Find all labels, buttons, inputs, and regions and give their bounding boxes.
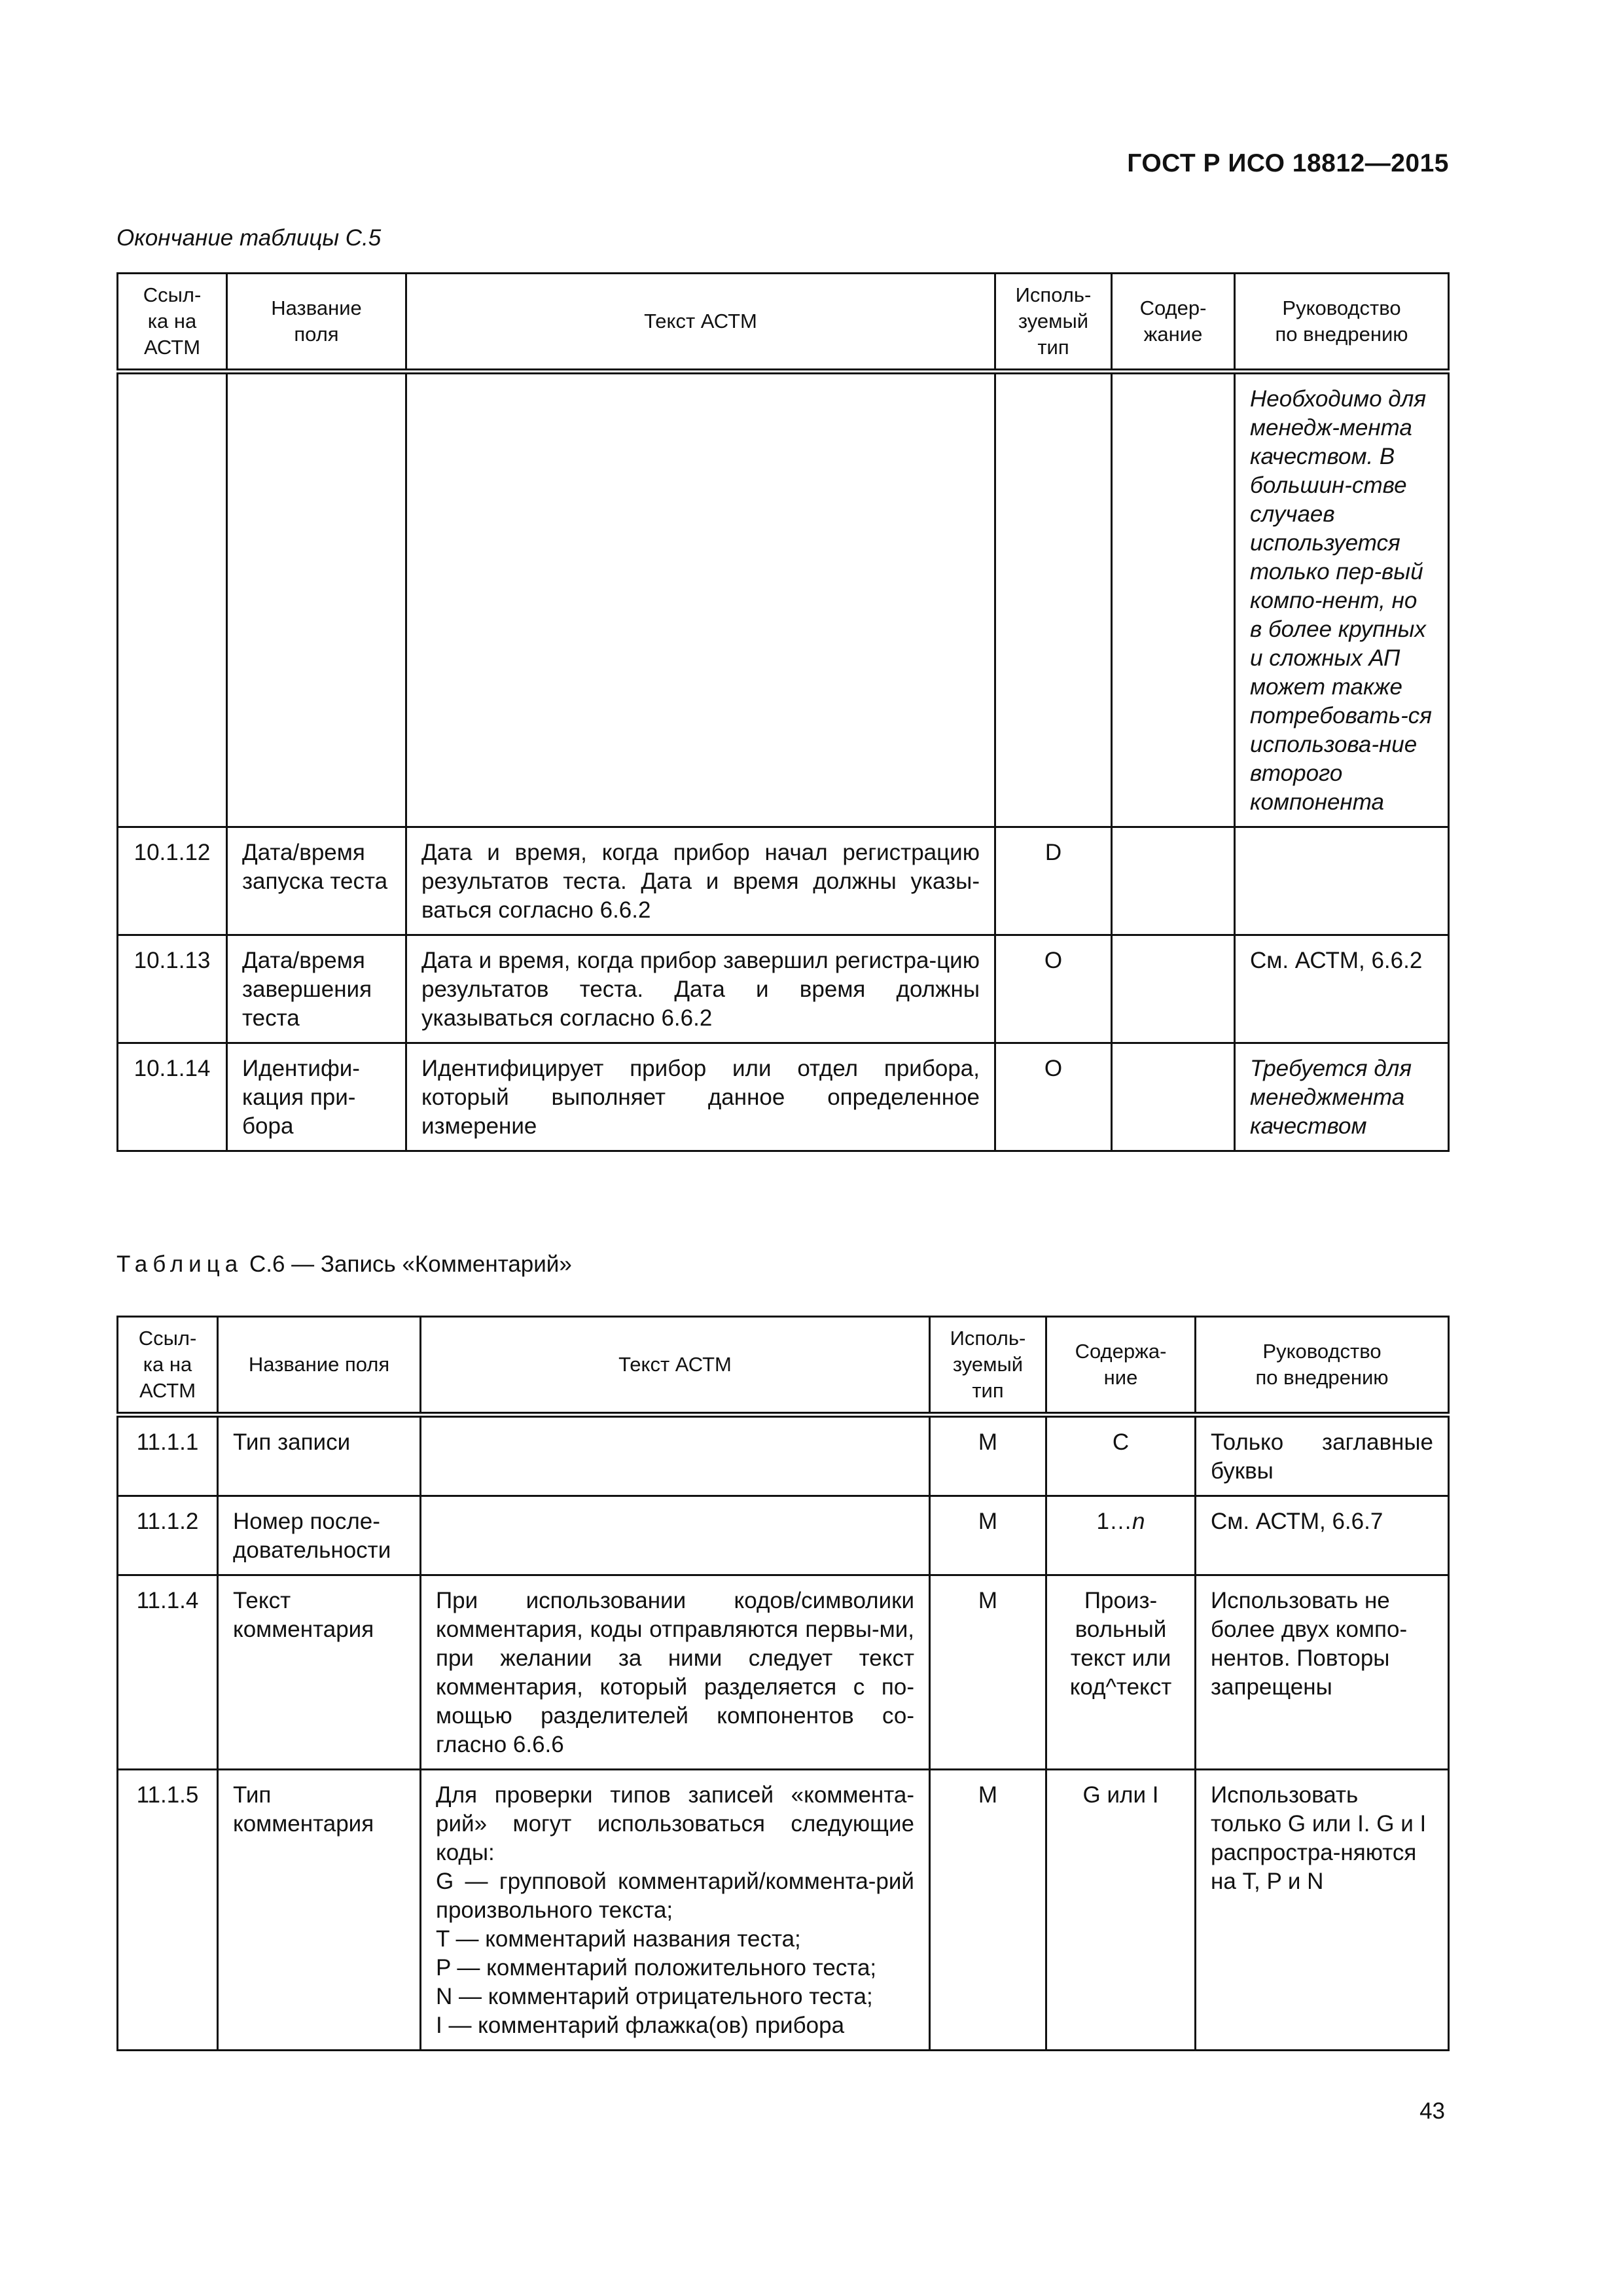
page-number: 43 bbox=[1419, 2098, 1445, 2124]
table-c5 bbox=[116, 272, 1450, 1152]
table-c6 bbox=[116, 1316, 1450, 2051]
table-row bbox=[118, 827, 1449, 935]
cell-name: Дата/время завершения теста bbox=[227, 935, 406, 1043]
table-row bbox=[118, 1415, 1449, 1496]
cell-text bbox=[421, 1415, 930, 1496]
col-header-ref: Ссыл- ка на АСТМ bbox=[118, 1317, 218, 1415]
cell-ref: 11.1.1 bbox=[118, 1415, 218, 1496]
cell-name: Дата/время запуска теста bbox=[227, 827, 406, 935]
cell-guide: См. АСТМ, 6.6.2 bbox=[1235, 935, 1449, 1043]
cell-type: D bbox=[995, 827, 1112, 935]
cell-content: Произ-вольный текст или код^текст bbox=[1046, 1575, 1196, 1770]
cell-ref: 10.1.12 bbox=[118, 827, 227, 935]
col-header-guide: Руководство по внедрению bbox=[1196, 1317, 1449, 1415]
cell-text: При использовании кодов/символики комментария, коды отправляются первы-ми, при желании за ними следует текст комментария, который разделяется с по-мощью разделителей компонентов со-гласно 6.6.6 bbox=[421, 1575, 930, 1770]
cell-content bbox=[1112, 372, 1235, 827]
col-header-ref: Ссыл- ка на АСТМ bbox=[118, 274, 227, 372]
cell-type: O bbox=[995, 1043, 1112, 1151]
cell-content bbox=[1112, 827, 1235, 935]
cell-type: M bbox=[930, 1770, 1046, 2051]
col-header-content: Содер- жание bbox=[1112, 274, 1235, 372]
table5-caption: Окончание таблицы С.5 bbox=[116, 225, 382, 251]
cell-guide bbox=[1235, 827, 1449, 935]
col-header-name: Название поля bbox=[218, 1317, 421, 1415]
cell-guide: См. АСТМ, 6.6.7 bbox=[1196, 1496, 1449, 1575]
cell-content bbox=[1112, 1043, 1235, 1151]
col-header-text: Текст АСТМ bbox=[421, 1317, 930, 1415]
cell-content bbox=[1046, 1496, 1196, 1575]
cell-text bbox=[406, 372, 995, 827]
col-header-content: Содержа- ние bbox=[1046, 1317, 1196, 1415]
code-item: T — комментарий названия теста; bbox=[436, 1926, 801, 1952]
col-header-type: Исполь- зуемый тип bbox=[930, 1317, 1046, 1415]
cell-type bbox=[995, 372, 1112, 827]
cell-ref: 11.1.4 bbox=[118, 1575, 218, 1770]
table-row bbox=[118, 1575, 1449, 1770]
table-header-row bbox=[118, 274, 1449, 372]
cell-name bbox=[227, 372, 406, 827]
cell-guide: Использовать не более двух компо-нентов. Повторы запрещены bbox=[1196, 1575, 1449, 1770]
cell-text bbox=[421, 1496, 930, 1575]
cell-type: M bbox=[930, 1415, 1046, 1496]
table-row bbox=[118, 1496, 1449, 1575]
cell-type: O bbox=[995, 935, 1112, 1043]
cell-guide: Необходимо для менедж-мента качеством. В большин-стве случаев используется только пер-вый компо-нент, но в более крупных и сложных АП может также потребовать-ся использова-ние второго компонента bbox=[1235, 372, 1449, 827]
cell-name: Текст комментария bbox=[218, 1575, 421, 1770]
table-row bbox=[118, 372, 1449, 827]
cell-content: G или I bbox=[1046, 1770, 1196, 2051]
col-header-type: Исполь- зуемый тип bbox=[995, 274, 1112, 372]
cell-ref: 11.1.2 bbox=[118, 1496, 218, 1575]
document-code: ГОСТ Р ИСО 18812—2015 bbox=[1127, 149, 1449, 177]
cell-guide: Требуется для менеджмента качеством bbox=[1235, 1043, 1449, 1151]
content-range-start: 1… bbox=[1096, 1509, 1132, 1534]
cell-name: Тип записи bbox=[218, 1415, 421, 1496]
table-header-row bbox=[118, 1317, 1449, 1415]
col-header-text: Текст АСТМ bbox=[406, 274, 995, 372]
table6-caption-text: С.6 — Запись «Комментарий» bbox=[249, 1251, 572, 1277]
table-row bbox=[118, 1043, 1449, 1151]
cell-name: Идентифи-кация при-бора bbox=[227, 1043, 406, 1151]
codes-intro: Для проверки типов записей «коммента-рий» могут использоваться следующие коды: bbox=[436, 1782, 914, 1865]
cell-text bbox=[421, 1770, 930, 2051]
cell-name: Тип комментария bbox=[218, 1770, 421, 2051]
cell-ref bbox=[118, 372, 227, 827]
cell-name: Номер после-довательности bbox=[218, 1496, 421, 1575]
cell-ref: 10.1.13 bbox=[118, 935, 227, 1043]
col-header-guide: Руководство по внедрению bbox=[1235, 274, 1449, 372]
code-item: G — групповой комментарий/коммента-рий произвольного текста; bbox=[436, 1869, 914, 1923]
cell-ref: 11.1.5 bbox=[118, 1770, 218, 2051]
cell-type: M bbox=[930, 1575, 1046, 1770]
content-range-end: n bbox=[1132, 1509, 1145, 1534]
cell-guide: Только заглавные буквы bbox=[1196, 1415, 1449, 1496]
cell-text: Идентифицирует прибор или отдел прибора, который выполняет данное определенное измерение bbox=[406, 1043, 995, 1151]
cell-type: M bbox=[930, 1496, 1046, 1575]
col-header-name: Название поля bbox=[227, 274, 406, 372]
cell-guide: Использовать только G или I. G и I распростра-няются на T, P и N bbox=[1196, 1770, 1449, 2051]
cell-text: Дата и время, когда прибор завершил регистра-цию результатов теста. Дата и время должны указываться согласно 6.6.2 bbox=[406, 935, 995, 1043]
cell-content bbox=[1112, 935, 1235, 1043]
code-item: P — комментарий положительного теста; bbox=[436, 1955, 877, 1981]
table6-caption bbox=[116, 1251, 572, 1278]
code-item: N — комментарий отрицательного теста; bbox=[436, 1984, 873, 2009]
table-row bbox=[118, 1770, 1449, 2051]
table6-caption-word: Таблица bbox=[116, 1251, 243, 1277]
table-row bbox=[118, 935, 1449, 1043]
cell-content: С bbox=[1046, 1415, 1196, 1496]
cell-text: Дата и время, когда прибор начал регистрацию результатов теста. Дата и время должны указы-ваться согласно 6.6.2 bbox=[406, 827, 995, 935]
cell-ref: 10.1.14 bbox=[118, 1043, 227, 1151]
code-item: I — комментарий флажка(ов) прибора bbox=[436, 2013, 845, 2038]
